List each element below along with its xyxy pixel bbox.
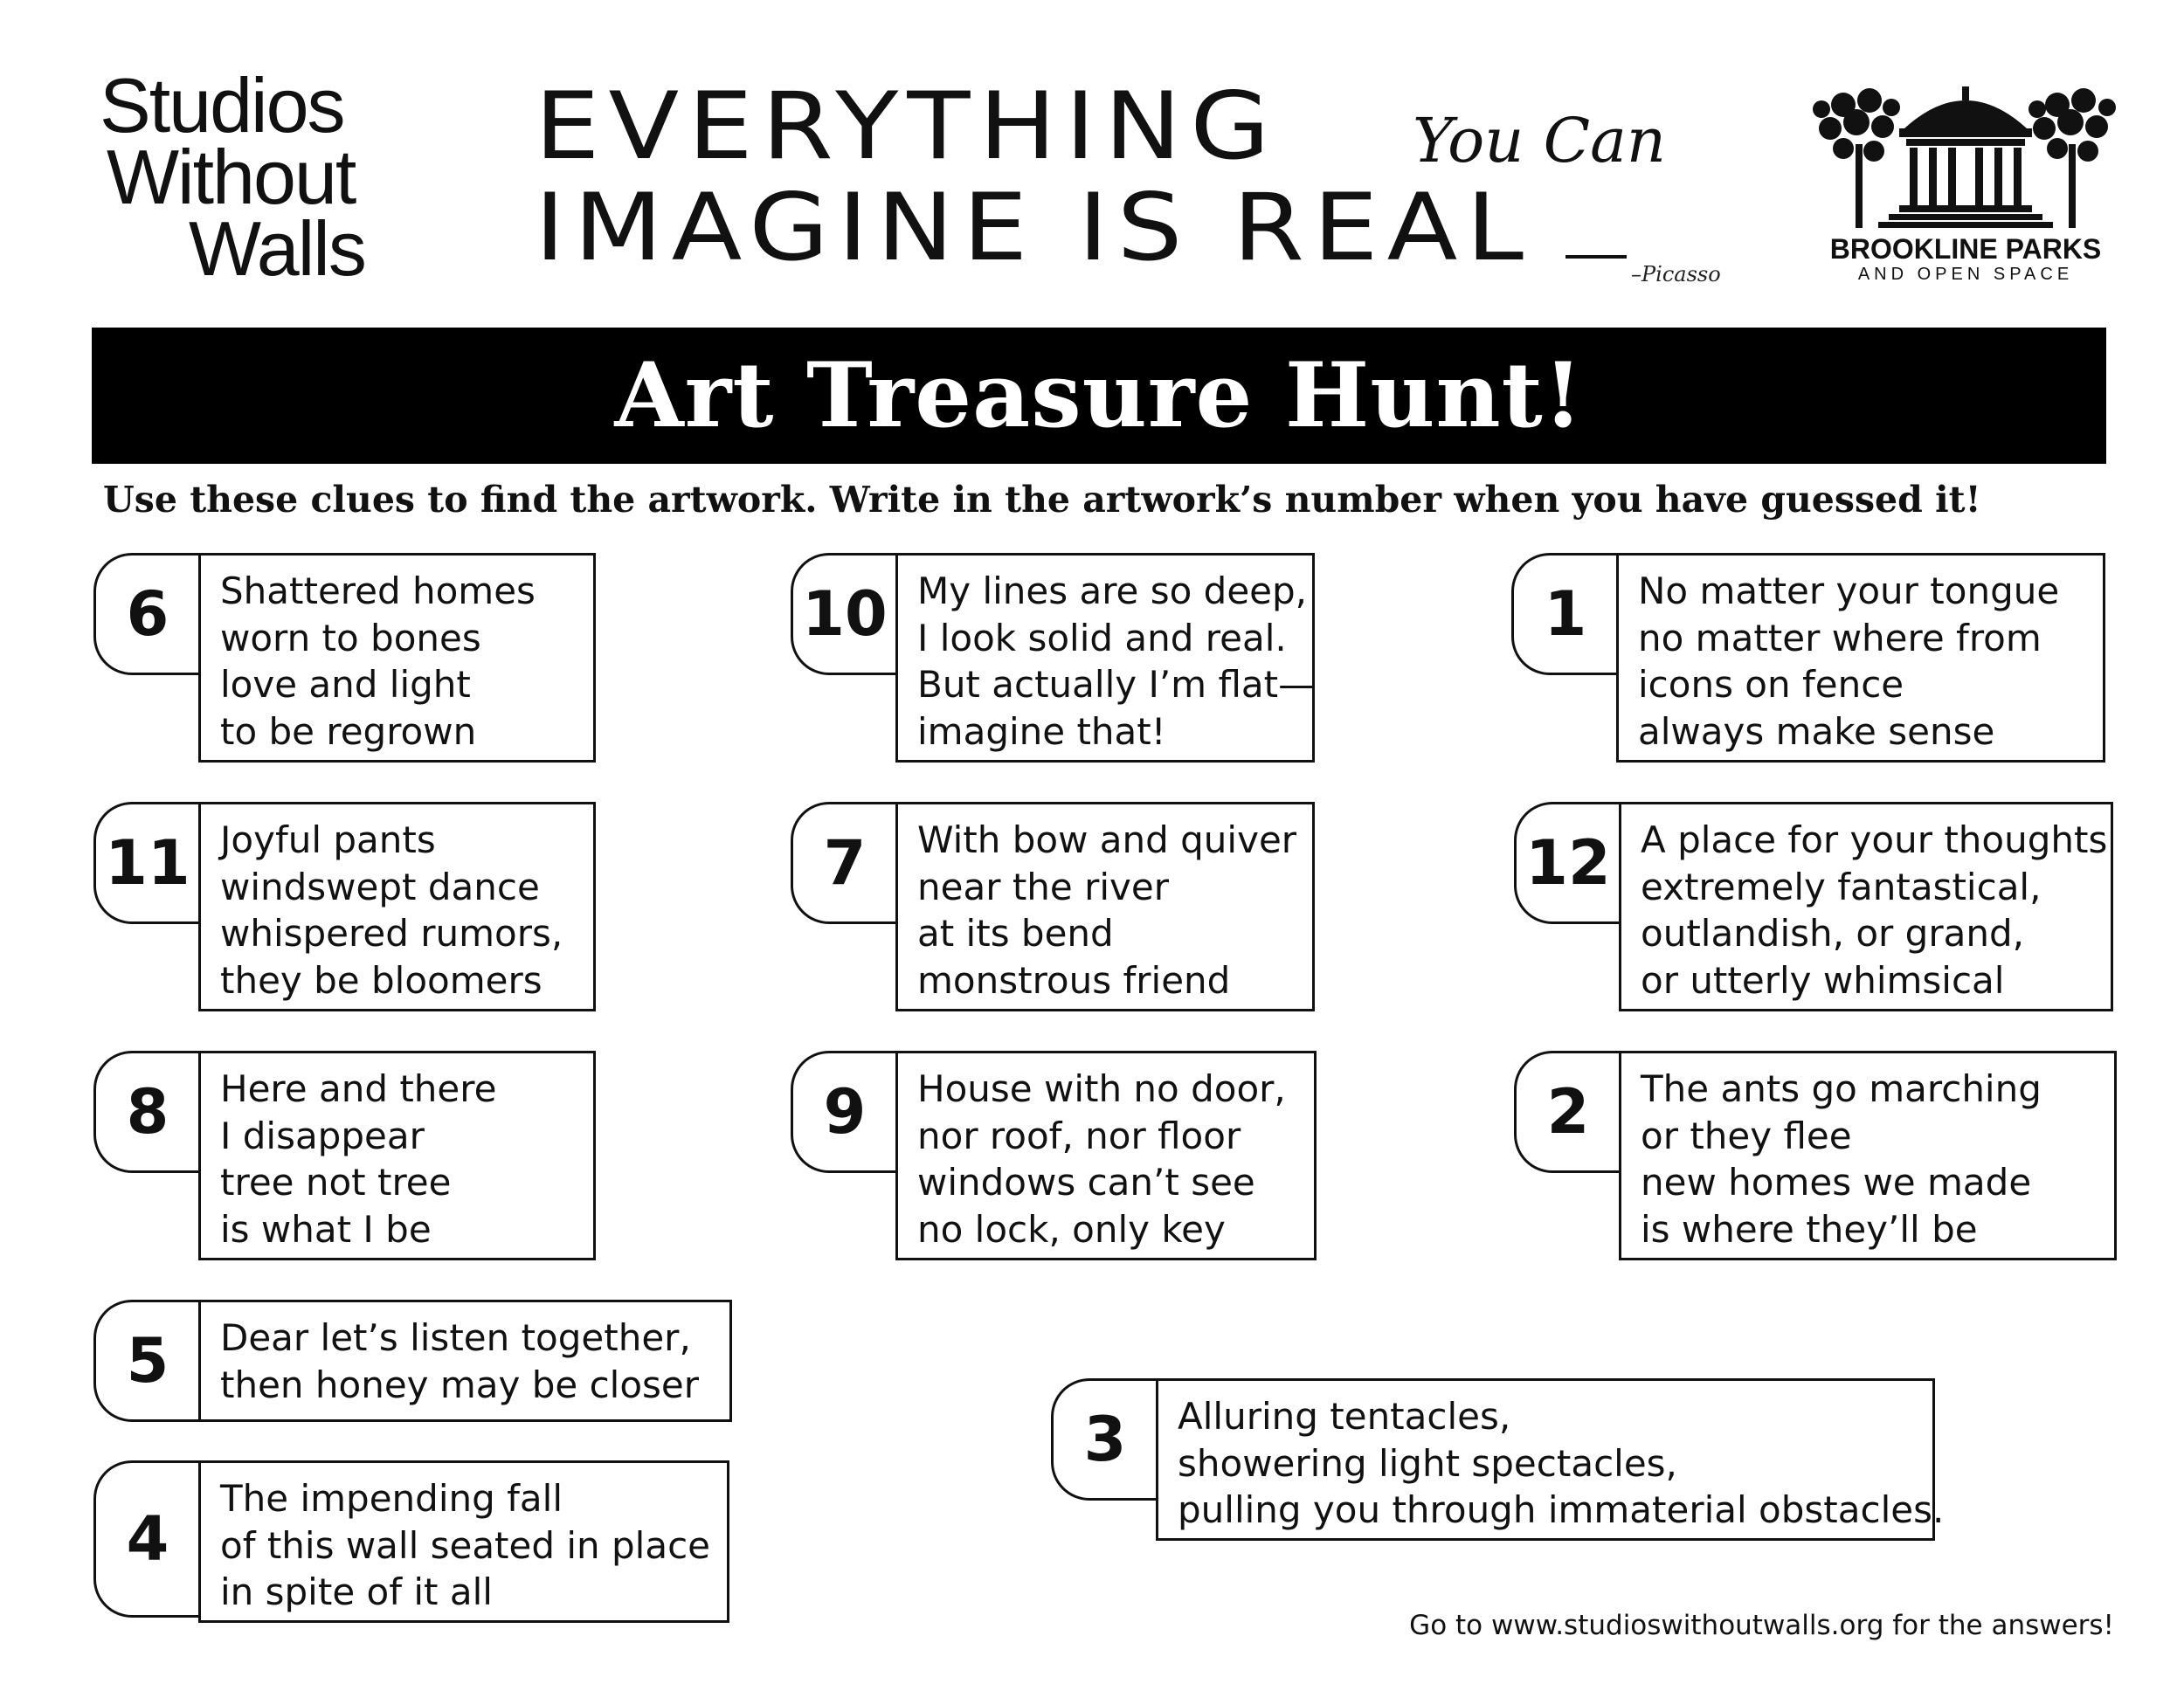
- clue-line: monstrous friend: [917, 958, 1231, 1002]
- clue-text-box: [198, 1051, 596, 1260]
- clue-line: I look solid and real.: [917, 616, 1287, 659]
- clue-line: at its bend: [917, 912, 1114, 955]
- clue-number: 7: [823, 827, 867, 899]
- clue-text-box: [895, 1051, 1317, 1260]
- clue-line: imagine that!: [917, 709, 1166, 753]
- clue-line: love and light: [220, 663, 471, 706]
- picasso-quote: [535, 70, 1749, 306]
- clue-line: Joyful pants: [220, 818, 436, 861]
- clue-text-box: [198, 553, 596, 763]
- clue-line: Here and there: [220, 1067, 497, 1110]
- clue-number: 8: [126, 1076, 169, 1148]
- clue-line: icons on fence: [1638, 663, 1904, 706]
- clue-line: My lines are so deep,: [917, 569, 1308, 612]
- clue-number: 3: [1083, 1404, 1127, 1475]
- clue-text-box: [1619, 802, 2113, 1011]
- clue-number: 12: [1525, 827, 1611, 899]
- clue-text-box: [895, 553, 1315, 763]
- logo-line: Without: [107, 134, 356, 220]
- partner-name: BROOKLINE PARKS: [1829, 233, 2102, 265]
- clue-line: of this wall seated in place: [220, 1523, 711, 1567]
- clue-line: whispered rumors,: [220, 912, 563, 955]
- brookline-parks-logo: [1808, 74, 2123, 284]
- page-title: Art Treasure Hunt!: [614, 343, 1584, 448]
- clue-number: 4: [126, 1503, 169, 1575]
- clue-line: no matter where from: [1638, 616, 2042, 659]
- clue-text-box: [1156, 1378, 1945, 1541]
- quote-line-1: EVERYTHING: [535, 72, 1279, 181]
- partner-subtitle: AND OPEN SPACE: [1857, 265, 2074, 284]
- clue-line: is what I be: [220, 1207, 432, 1251]
- clue-line: in spite of it all: [220, 1570, 493, 1613]
- clue-line: Shattered homes: [220, 569, 536, 612]
- clue-line: always make sense: [1638, 709, 1995, 753]
- clue-line: new homes we made: [1641, 1161, 2032, 1204]
- clue-line: extremely fantastical,: [1641, 865, 2042, 908]
- clue-line: showering light spectacles,: [1178, 1441, 1677, 1485]
- clue-line: Alluring tentacles,: [1178, 1395, 1511, 1438]
- clue-text-box: [895, 802, 1315, 1011]
- clue-number: 5: [126, 1325, 169, 1397]
- clue-text-box: [198, 802, 596, 1011]
- clue-line: I disappear: [220, 1114, 425, 1157]
- clue-line: But actually I’m flat—: [917, 663, 1316, 706]
- clue-line: windswept dance: [220, 865, 540, 908]
- clue-line: House with no door,: [917, 1067, 1286, 1110]
- studios-without-walls-logo: [96, 62, 411, 292]
- clue-number: 2: [1546, 1076, 1590, 1148]
- clue-line: nor roof, nor floor: [917, 1114, 1241, 1157]
- clue-line: is where they’ll be: [1641, 1207, 1978, 1251]
- instructions: Use these clues to find the artwork. Write in the artwork’s number when you have guessed it!: [103, 479, 1981, 521]
- answers-footer: Go to www.studioswithoutwalls.org for the answers!: [1409, 1610, 2114, 1641]
- clue-number: 6: [126, 578, 169, 650]
- clue-line: The ants go marching: [1641, 1067, 2042, 1110]
- clue-number: 9: [823, 1076, 867, 1148]
- clue-text-box: [198, 1460, 729, 1623]
- logo-line: Studios: [100, 62, 344, 148]
- clue-line: they be bloomers: [220, 958, 543, 1002]
- clue-line: near the river: [917, 865, 1169, 908]
- logo-line: Walls: [189, 205, 365, 292]
- quote-line-2: IMAGINE IS REAL: [535, 173, 1533, 282]
- clue-line: outlandish, or grand,: [1641, 912, 2024, 955]
- clue-line: With bow and quiver: [917, 818, 1297, 861]
- clue-line: to be regrown: [220, 709, 477, 753]
- clue-number: 10: [802, 578, 888, 650]
- gazebo-trees-icon: [1808, 74, 2123, 231]
- clue-line: windows can’t see: [917, 1161, 1255, 1204]
- clue-line: Dear let’s listen together,: [220, 1316, 691, 1359]
- clue-line: worn to bones: [220, 616, 481, 659]
- clue-line: or they flee: [1641, 1114, 1852, 1157]
- clue-line: A place for your thoughts: [1641, 818, 2108, 861]
- clue-line: or utterly whimsical: [1641, 958, 2005, 1002]
- quote-attribution: –Picasso: [1631, 262, 1721, 286]
- title-banner: [92, 328, 2106, 464]
- clue-line: then honey may be closer: [220, 1363, 700, 1406]
- clue-text-box: [1616, 553, 2105, 763]
- clue-number: 1: [1544, 578, 1587, 650]
- clue-line: tree not tree: [220, 1161, 452, 1204]
- clue-line: pulling you through immaterial obstacles.: [1178, 1488, 1945, 1531]
- clue-line: No matter your tongue: [1638, 569, 2060, 612]
- clue-number: 11: [105, 827, 190, 899]
- quote-script-text: You Can: [1413, 105, 1666, 176]
- clue-text-box: [198, 1300, 732, 1422]
- quote-underline: [1565, 255, 1627, 259]
- clue-line: The impending fall: [220, 1477, 563, 1520]
- clue-line: no lock, only key: [917, 1207, 1226, 1251]
- clue-text-box: [1619, 1051, 2117, 1260]
